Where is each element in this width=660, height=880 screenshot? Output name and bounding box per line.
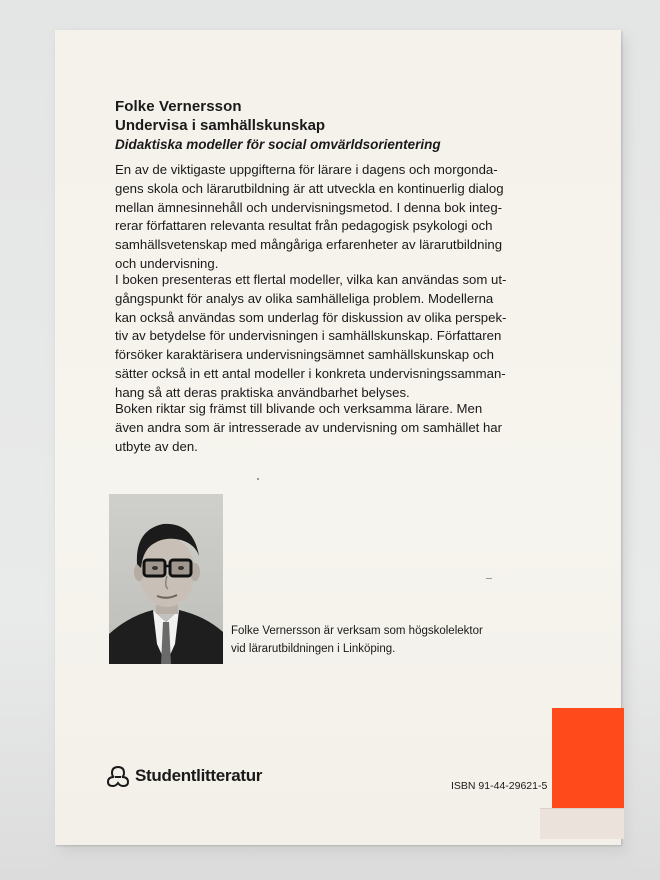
blurb-line: utbyte av den. [115,438,198,454]
blurb-line: sätter också in ett antal modeller i konkreta undervisningssamman- [115,365,506,381]
blurb-line: hang så att deras praktiska användbarhet belyses. [115,384,410,400]
book-subtitle: Didaktiska modeller för social omvärldsorientering [115,137,441,152]
publisher-name: Studentlitteratur [135,766,263,785]
blurb-paragraph-3 [115,400,571,456]
author-portrait-drawing [109,494,223,664]
blurb-line: En av de viktigaste uppgifterna för lärare i dagens och morgonda- [115,162,498,177]
blurb-line: försöker karaktärisera undervisningsämnet samhällskunskap och [115,347,494,363]
blurb-line: tiv av betydelse för undervisningen i samhällskunskap. Författaren [115,328,502,344]
blurb-line: I boken presenteras ett flertal modeller, vilka kan användas som ut- [115,272,507,287]
bio-line: vid lärarutbildningen i Linköping. [231,643,396,655]
blurb-paragraph-2 [115,271,571,403]
isbn-number: ISBN 91-44-29621-5 [451,780,548,792]
blurb-line: kan också användas som underlag för diskussion av olika perspek- [115,309,507,325]
paper-speck [486,578,492,579]
blurb-line: Boken riktar sig främst till blivande och verksamma lärare. Men [115,401,483,416]
author-bio [231,622,483,658]
paper-speck [257,478,259,480]
blurb-paragraph-1 [115,161,571,274]
author-portrait [109,494,223,664]
blurb-line: även andra som är intresserade av undervisning om samhället har [115,419,503,435]
sticker-paper-residue [540,808,624,839]
publisher-logo [105,765,262,787]
blurb-line: mellan ämnesinnehåll och undervisningsmetod. I denna bok integ- [115,199,503,215]
book-back-cover [55,30,621,845]
book-title: Undervisa i samhällskunskap [115,117,326,134]
bio-line: Folke Vernersson är verksam som högskolelektor [231,625,483,637]
price-sticker-residue [552,708,624,812]
blurb-line: gångspunkt för analys av olika samhälleliga problem. Modellerna [115,290,494,306]
blurb-line: och undervisning. [115,255,219,271]
publisher-logo-icon [105,765,131,787]
author-name: Folke Vernersson [115,98,242,115]
blurb-line: gens skola och lärarutbildning är att utveckla en kontinuerlig dialog [115,180,504,196]
blurb-line: samhällsvetenskap med mångåriga erfarenheter av lärarutbildning [115,237,503,253]
blurb-line: rerar författaren relevanta resultat från pedagogisk psykologi och [115,218,493,234]
